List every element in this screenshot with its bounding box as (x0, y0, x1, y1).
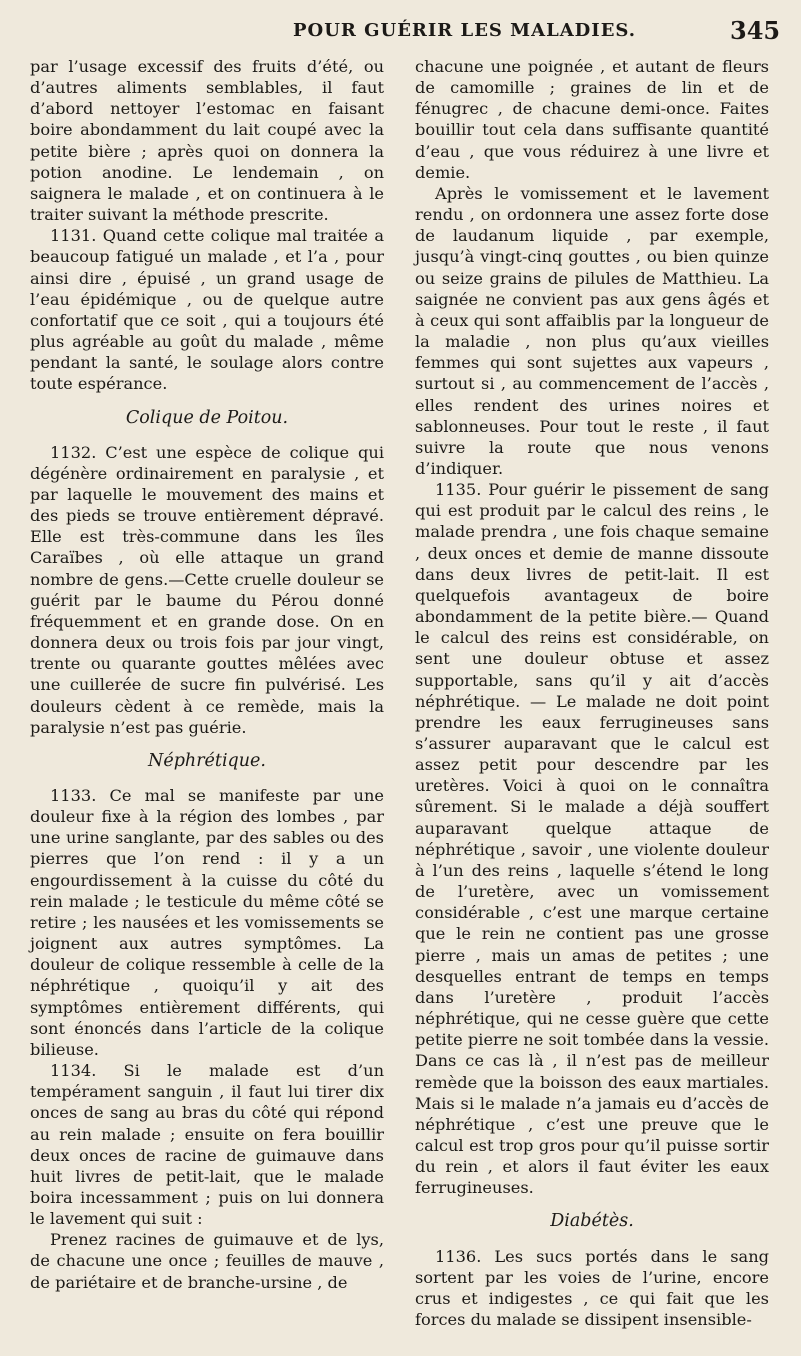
section-heading-colique-poitou: Colique de Poitou. (125, 407, 289, 428)
paragraph-1133: 1133. Ce mal se manifeste par une douleur fixe à la région des lombes , par une urine sanglante, par des sables ou des pierres que l’on rend : il y a un engourdissement à la cuisse du côté du rein malade ; le testicule du même côté se retire ; les nausées et les vomissements se joignent aux autres symptômes. La douleur de colique ressemble à celle de la néphrétique , quoiqu’il y ait des symptômes entièrement différents, qui sont énoncés dans l’article de la colique bilieuse. (30, 786, 384, 1059)
paragraph-1132: 1132. C’est une espèce de colique qui dégénère ordinairement en paralysie , et par laquelle le mouvement des mains et des pieds se trouve entièrement dépravé. Elle est très-commune dans les îles Caraïbes , où elle attaque un grand nombre de gens.—Cette cruelle douleur se guérit par le baume du Pérou donné fréquemment et en grande dose. On en donnera deux ou trois fois par jour vingt, trente ou quarante gouttes mêlées avec une cuillerée de sucre fin pulvérisé. Les douleurs cèdent à ce remède, mais la paralysie n’est pas guérie. (30, 442, 384, 737)
right-column (415, 56, 769, 1330)
paragraph-apres-vomissement: Après le vomissement et le lavement rendu , on ordonnera une assez forte dose de laudanum liquide , par exemple, jusqu’à vingt-cinq gouttes , ou bien quinze ou seize grains de pilules de Matthieu. La saignée ne convient pas aux gens âgés et à ceux qui sont affaiblis par la longueur de la maladie , non plus qu’aux vieilles femmes qui sont sujettes aux vapeurs , surtout si , au commencement de l’accès , elles rendent des urines noires et sablonneuses. Pour tout le reste , il faut suivre la route que nous venons d’indiquer. (415, 183, 769, 478)
page-number: 345 (730, 16, 781, 45)
paragraph-1135: 1135. Pour guérir le pissement de sang qui est produit par le calcul des reins , le malade prendra , une fois chaque semaine , deux onces et demie de manne dissoute dans deux livres de petit-lait. Il est quelquefois avantageux de boire abondamment de la petite bière.— Quand le calcul des reins est considérable, on sent une douleur obtuse et assez supportable, sans qu’il y ait d’accès néphrétique. — Le malade ne doit point prendre les eaux ferrugineuses sans s’assurer auparavant que le calcul est assez petit pour descendre par les uretères. Voici à quoi on le connaîtra sûrement. Si le malade a déjà souffert auparavant quelque attaque de néphrétique , savoir , une violente douleur à l’un des reins , laquelle s’étend le long de l’uretère, avec un vomissement considérable , c’est une marque certaine que le rein ne contient pas une grosse pierre , mais un amas de petites ; une desquelles entrant de temps en temps dans l’uretère , produit l’accès néphrétique, qui ne cesse guère que cette petite pierre ne soit tombée dans la vessie. Dans ce cas là , il n’est pas de meilleur remède que la boisson des eaux martiales. Mais si le malade n’a jamais eu d’accès de néphrétique , c’est une preuve que le calcul est trop gros pour qu’il puisse sortir du rein , et alors il faut éviter les eaux ferrugineuses. (415, 480, 769, 1198)
paragraph-recipe: Prenez racines de guimauve et de lys, de chacune une once ; feuilles de mauve , de pariétaire et de branche-ursine , de (30, 1230, 384, 1292)
page-header (0, 16, 801, 48)
paragraph-continuation: par l’usage excessif des fruits d’été, ou d’autres aliments semblables, il faut d’abord nettoyer l’estomac en faisant boire abondamment du lait coupé avec la petite bière ; après quoi on donnera la potion anodine. Le lendemain , on saignera le malade , et on continuera à le traiter suivant la méthode prescrite. (30, 57, 384, 225)
left-column (30, 56, 384, 1293)
running-title: POUR GUÉRIR LES MALADIES. (293, 20, 637, 41)
paragraph-1134: 1134. Si le malade est d’un tempérament sanguin , il faut lui tirer dix onces de sang au bras du côté qui répond au rein malade ; ensuite on fera bouillir deux onces de racine de guimauve dans huit livres de petit-lait, que le malade boira incessamment ; puis on lui donnera le lavement qui suit : (30, 1061, 384, 1229)
paragraph-recipe-continued: chacune une poignée , et autant de fleurs de camomille ; graines de lin et de fénugrec , de chacune demi-once. Faites bouillir tout cela dans suffisante quantité d’eau , que vous réduirez à une livre et demie. (415, 57, 769, 182)
paragraph-1131: 1131. Quand cette colique mal traitée a beaucoup fatigué un malade , et l’a , pour ainsi dire , épuisé , un grand usage de l’eau épidémique , ou de quelque autre confortatif que ce soit , qui a toujours été plus agréable au goût du malade , même pendant la santé, le soulage alors contre toute espérance. (30, 226, 384, 394)
paragraph-1136: 1136. Les sucs portés dans le sang sortent par les voies de l’urine, encore crus et indigestes , ce qui fait que les forces du malade se dissipent insensible- (415, 1246, 769, 1330)
section-heading-nephretique: Néphrétique. (148, 750, 266, 771)
section-heading-diabetes: Diabétès. (550, 1211, 634, 1232)
